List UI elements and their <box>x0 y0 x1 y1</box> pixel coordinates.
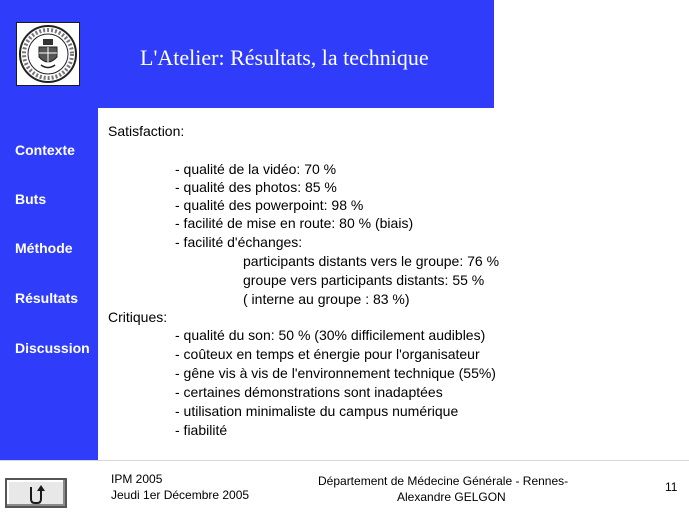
faculty-seal-icon <box>17 23 79 85</box>
title-banner <box>0 0 494 108</box>
satisfaction-item: - facilité de mise en route: 80 % (biais) <box>175 215 414 231</box>
page-number: 11 <box>665 480 678 494</box>
sidebar-nav <box>0 108 98 460</box>
footer-divider <box>0 460 689 461</box>
echanges-subitem: participants distants vers le groupe: 76 % <box>243 253 500 269</box>
critiques-item: - coûteux en temps et énergie pour l'organisateur <box>175 346 480 362</box>
satisfaction-item: - facilité d'échanges: <box>175 234 303 250</box>
critiques-item: - certaines démonstrations sont inadaptées <box>175 384 443 400</box>
critiques-item: - gêne vis à vis de l'environnement technique (55%) <box>175 365 496 381</box>
satisfaction-heading: Satisfaction: <box>108 123 185 139</box>
return-arrow-icon <box>26 483 46 505</box>
satisfaction-item: - qualité des powerpoint: 98 % <box>175 197 364 213</box>
nav-item-discussion[interactable]: Discussion <box>15 340 90 356</box>
home-return-button[interactable] <box>5 478 67 508</box>
slide-title: L'Atelier: Résultats, la technique <box>140 45 429 70</box>
nav-item-contexte[interactable]: Contexte <box>15 142 75 158</box>
echanges-subitem: groupe vers participants distants: 55 % <box>243 272 485 288</box>
nav-item-methode[interactable]: Méthode <box>15 240 73 256</box>
echanges-subitem: ( interne au groupe : 83 %) <box>243 291 410 307</box>
nav-item-resultats[interactable]: Résultats <box>15 290 79 306</box>
footer-event: IPM 2005 <box>111 472 163 486</box>
faculty-logo <box>16 22 80 86</box>
critiques-item: - utilisation minimaliste du campus numérique <box>175 403 459 419</box>
critiques-heading: Critiques: <box>108 309 168 325</box>
satisfaction-item: - qualité de la vidéo: 70 % <box>175 161 337 177</box>
satisfaction-item: - qualité des photos: 85 % <box>175 179 337 195</box>
critiques-item: - qualité du son: 50 % (30% difficilement audibles) <box>175 327 486 343</box>
critiques-item: - fiabilité <box>175 422 228 438</box>
footer-author: Alexandre GELGON <box>397 490 506 504</box>
footer-date: Jeudi 1er Décembre 2005 <box>111 488 250 502</box>
footer-department: Département de Médecine Générale - Rennes- <box>318 474 569 488</box>
nav-item-buts[interactable]: Buts <box>15 191 47 207</box>
